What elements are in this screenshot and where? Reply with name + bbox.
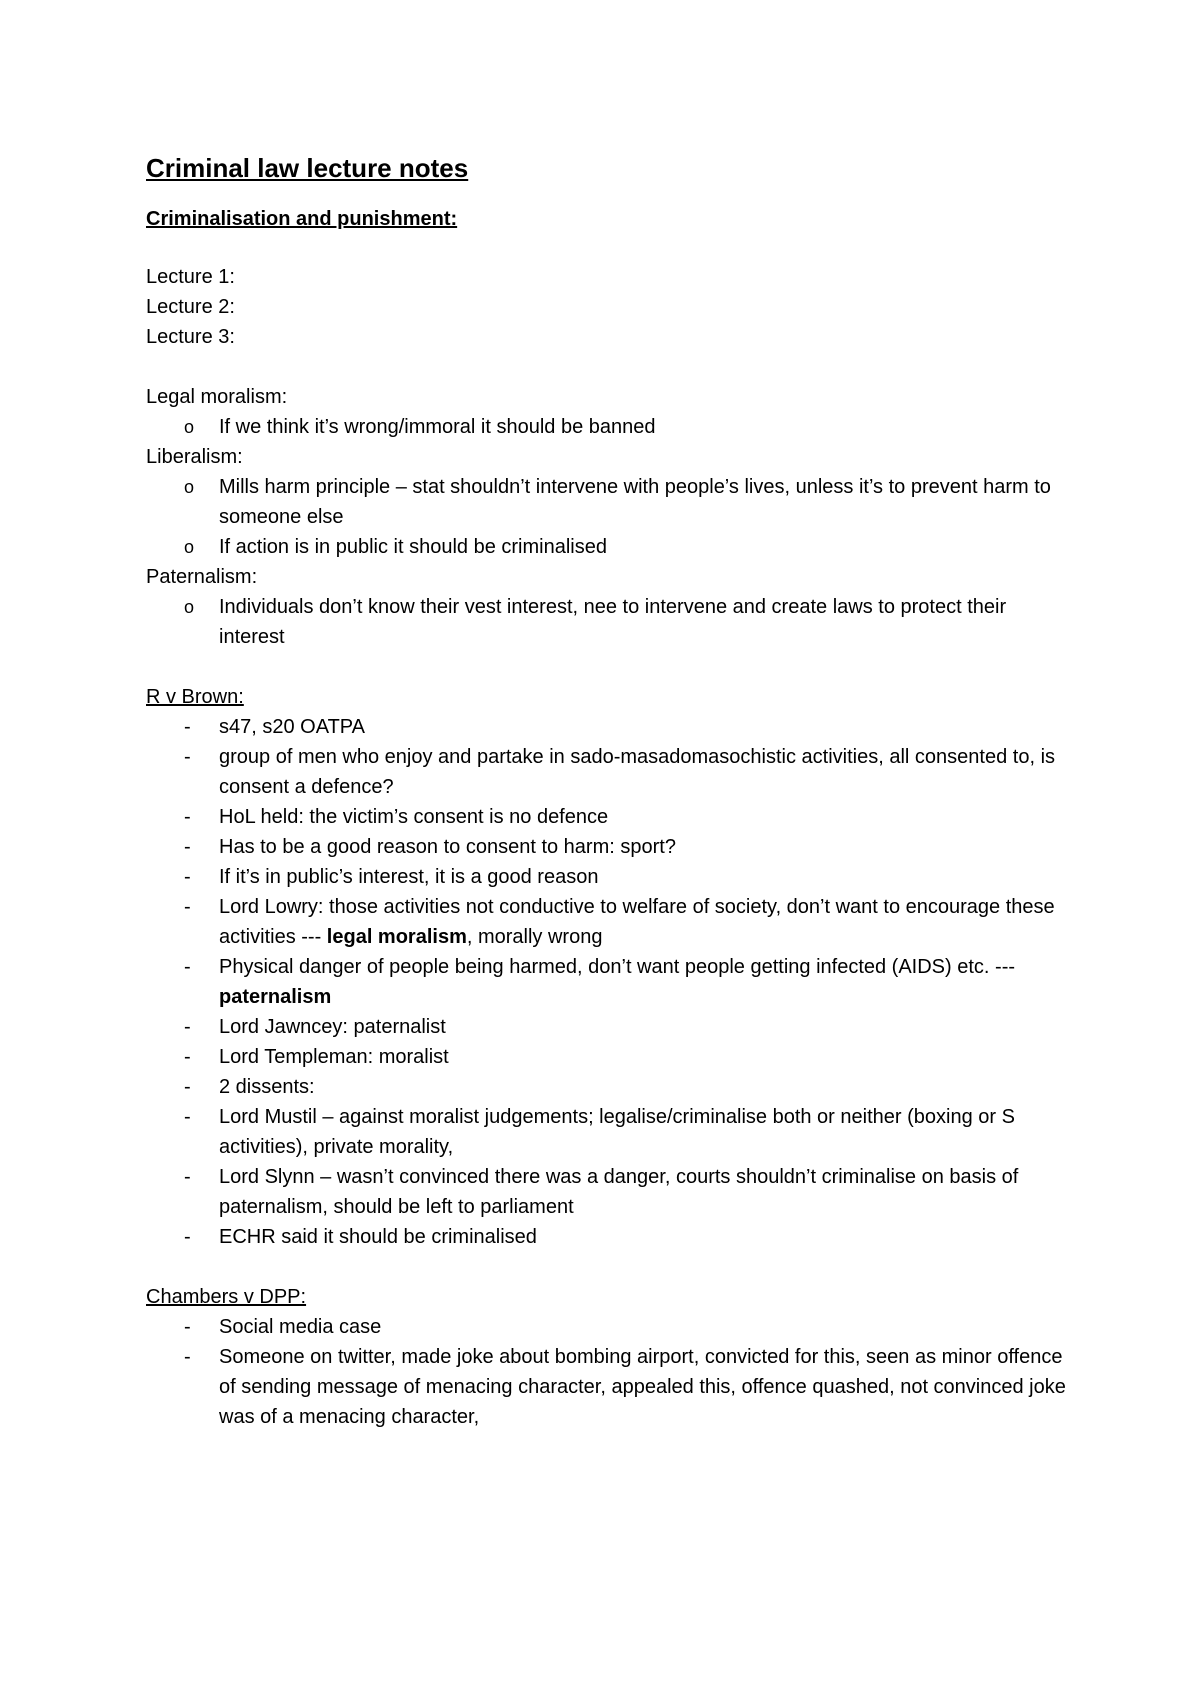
emphasis-legal-moralism: legal moralism xyxy=(326,926,467,948)
case-heading-r-v-brown: R v Brown: xyxy=(146,686,244,708)
dash-bullet: - xyxy=(184,716,191,738)
lecture-1: Lecture 1: xyxy=(146,266,235,288)
list-item-lord-lowry: - Lord Lowry: those activities not conductive to welfare of society, don’t want to encourage these activities --- legal moralism, morally wrong xyxy=(146,892,1076,952)
list-item: - HoL held: the victim’s consent is no defence xyxy=(146,802,1076,832)
list-item: - s47, s20 OATPA xyxy=(146,712,1076,742)
case-list-r-v-brown xyxy=(146,712,1076,1252)
list-item: o If we think it’s wrong/immoral it should be banned xyxy=(146,412,1076,442)
theory-label-legal-moralism: Legal moralism: xyxy=(146,386,288,408)
list-item: - Lord Jawncey: paternalist xyxy=(146,1012,1076,1042)
list-item: - 2 dissents: xyxy=(146,1072,1076,1102)
theory-label-liberalism: Liberalism: xyxy=(146,446,243,468)
lecture-3: Lecture 3: xyxy=(146,326,235,348)
dash-bullet: - xyxy=(184,896,191,918)
case-heading-chambers-v-dpp: Chambers v DPP: xyxy=(146,1286,307,1308)
dash-bullet: - xyxy=(184,1316,191,1338)
list-item: - Lord Mustil – against moralist judgements; legalise/criminalise both or neither (boxing or S activities), private morality, xyxy=(146,1102,1076,1162)
circle-bullet: o xyxy=(184,417,195,437)
spacer xyxy=(146,1252,1076,1282)
list-item-physical-danger: - Physical danger of people being harmed, don’t want people getting infected (AIDS) etc. --- paternalism xyxy=(146,952,1076,1012)
dash-bullet: - xyxy=(184,1346,191,1368)
theory-list-paternalism xyxy=(146,592,1076,652)
list-item: - group of men who enjoy and partake in sado-masadomasochistic activities, all consented to, is consent a defence? xyxy=(146,742,1076,802)
spacer xyxy=(146,234,1076,262)
list-item: o If action is in public it should be criminalised xyxy=(146,532,1076,562)
dash-bullet: - xyxy=(184,1076,191,1098)
circle-bullet: o xyxy=(184,537,195,557)
circle-bullet: o xyxy=(184,477,195,497)
dash-bullet: - xyxy=(184,1046,191,1068)
dash-bullet: - xyxy=(184,1016,191,1038)
document-content xyxy=(146,150,1076,1432)
dash-bullet: - xyxy=(184,806,191,828)
spacer xyxy=(146,186,1076,204)
dash-bullet: - xyxy=(184,1166,191,1188)
list-item: - Has to be a good reason to consent to harm: sport? xyxy=(146,832,1076,862)
spacer xyxy=(146,352,1076,382)
list-item: - Lord Slynn – wasn’t convinced there was a danger, courts shouldn’t criminalise on basis of paternalism, should be left to parliament xyxy=(146,1162,1076,1222)
list-item: - Someone on twitter, made joke about bombing airport, convicted for this, seen as minor offence of sending message of menacing character, appealed this, offence quashed, not convinced joke was of a menacing character, xyxy=(146,1342,1076,1432)
lecture-2: Lecture 2: xyxy=(146,296,235,318)
dash-bullet: - xyxy=(184,1226,191,1248)
page-title: Criminal law lecture notes xyxy=(146,153,469,183)
list-item: - Social media case xyxy=(146,1312,1076,1342)
circle-bullet: o xyxy=(184,597,195,617)
spacer xyxy=(146,652,1076,682)
list-item: o Mills harm principle – stat shouldn’t intervene with people’s lives, unless it’s to prevent harm to someone else xyxy=(146,472,1076,532)
dash-bullet: - xyxy=(184,746,191,768)
dash-bullet: - xyxy=(184,956,191,978)
dash-bullet: - xyxy=(184,836,191,858)
list-item: - Lord Templeman: moralist xyxy=(146,1042,1076,1072)
dash-bullet: - xyxy=(184,1106,191,1128)
theory-list-legal-moralism xyxy=(146,412,1076,442)
list-item: - ECHR said it should be criminalised xyxy=(146,1222,1076,1252)
emphasis-paternalism: paternalism xyxy=(219,986,332,1008)
list-item: o Individuals don’t know their vest interest, nee to intervene and create laws to protect their interest xyxy=(146,592,1076,652)
theory-label-paternalism: Paternalism: xyxy=(146,566,258,588)
theory-list-liberalism xyxy=(146,472,1076,562)
list-item: - If it’s in public’s interest, it is a good reason xyxy=(146,862,1076,892)
case-list-chambers-v-dpp xyxy=(146,1312,1076,1432)
section-title: Criminalisation and punishment: xyxy=(146,208,458,230)
dash-bullet: - xyxy=(184,866,191,888)
